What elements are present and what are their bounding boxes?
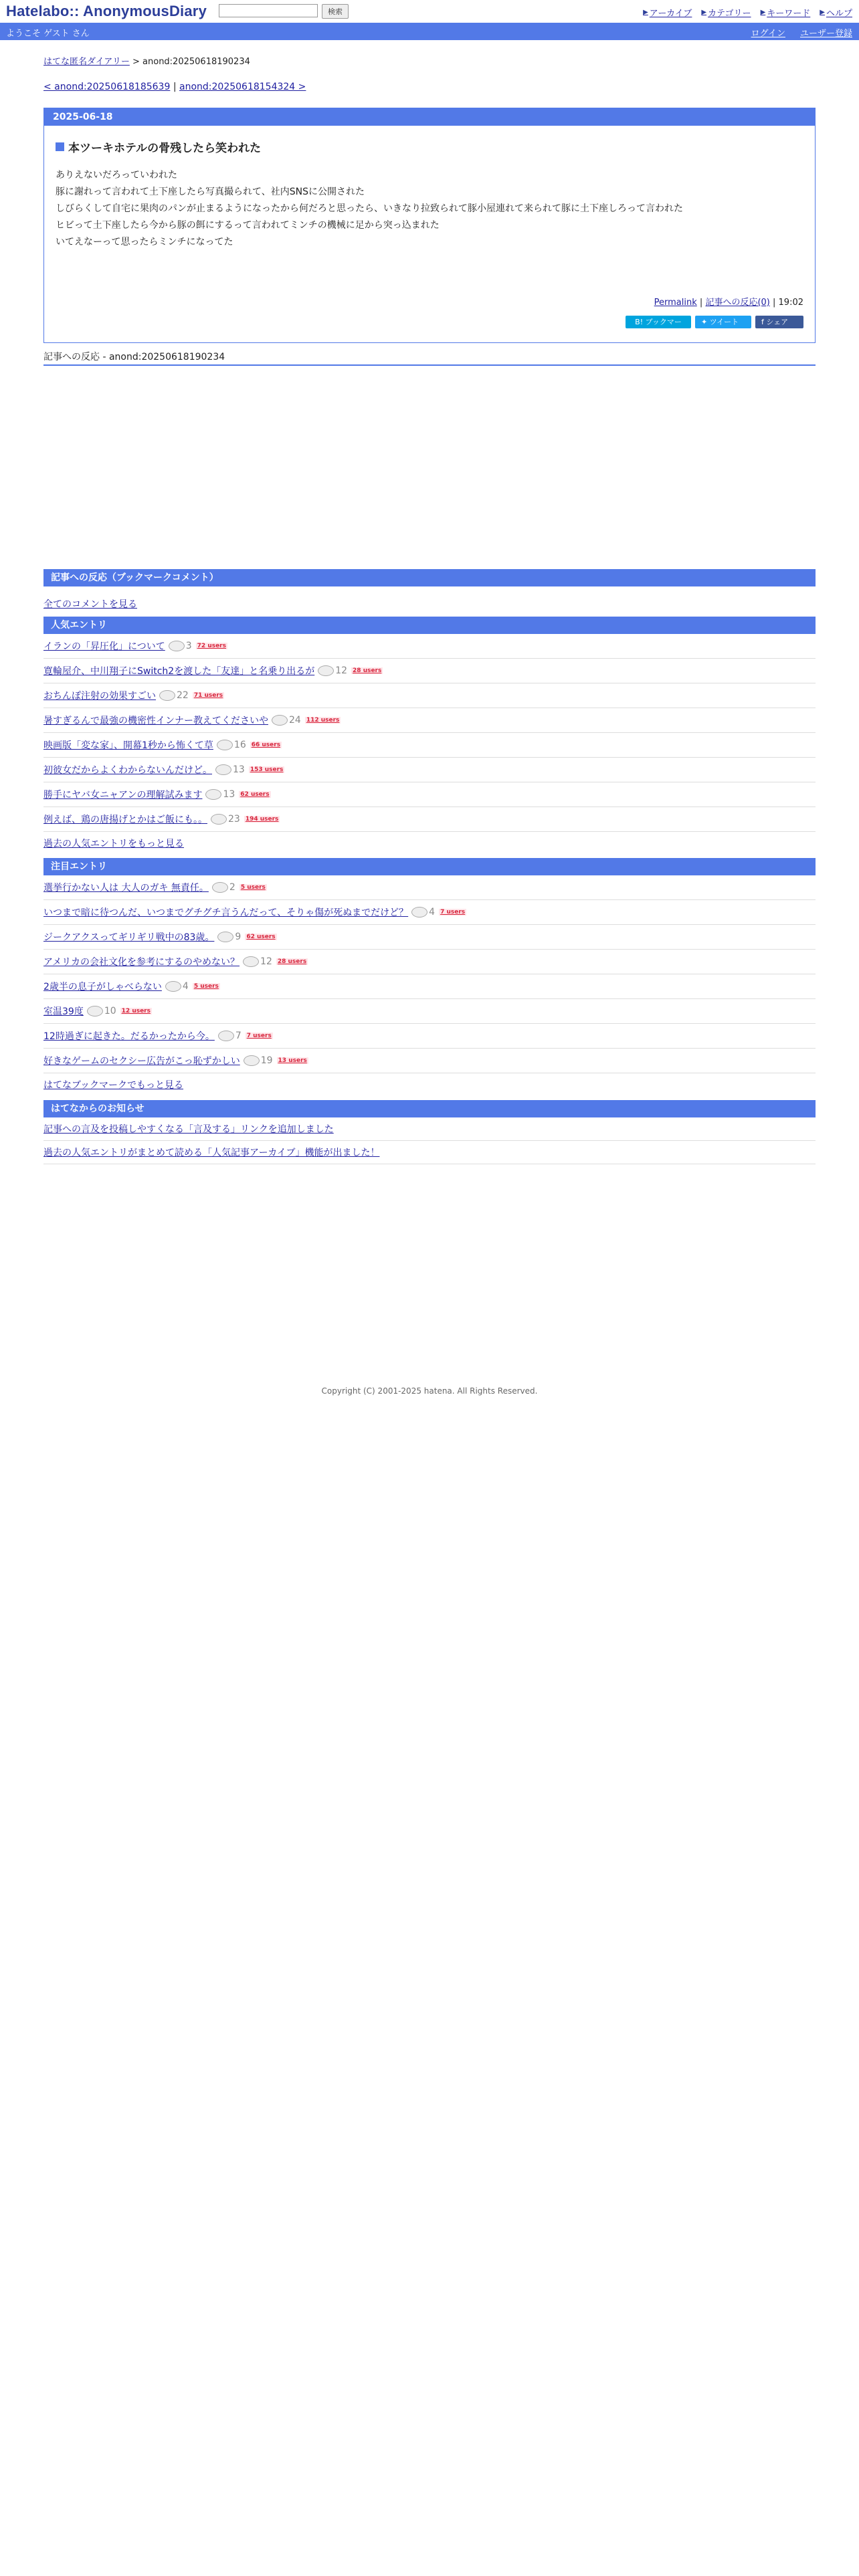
reaction-heading: 記事への反応 - anond:20250618190234 (43, 350, 816, 366)
search-input[interactable] (219, 4, 318, 17)
comment-bubble-icon (159, 690, 175, 701)
comment-count (318, 665, 347, 676)
comment-count (272, 715, 301, 726)
entry-row (43, 950, 816, 974)
meta-separator: | (773, 298, 776, 308)
comment-bubble-icon (212, 882, 228, 893)
prev-entry-link[interactable]: < anond:20250618185639 (43, 82, 171, 92)
comment-number: 22 (177, 690, 189, 701)
notable-header: 注目エントリ (43, 858, 816, 875)
entry-row (43, 634, 816, 659)
comment-bubble-icon (205, 789, 221, 800)
bird-icon: ✦ (701, 318, 710, 326)
meta-separator: | (699, 298, 703, 308)
entry-row (43, 708, 816, 733)
more-entries (43, 1073, 816, 1096)
bookmark-users-badge[interactable]: 153 users (250, 766, 284, 773)
bookmark-users-badge[interactable]: 12 users (121, 1008, 151, 1014)
bookmark-users-badge[interactable]: 71 users (193, 692, 223, 699)
entry-link[interactable]: ジークアクスってギリギリ戦中の83歳。 (43, 932, 215, 943)
more-entries (43, 832, 816, 855)
article-title-text: 本ツーキホテルの骨残したら笑われた (68, 142, 262, 155)
facebook-share-button[interactable] (755, 316, 803, 328)
footer-copyright: Copyright (C) 2001-2025 hatena. All Rights Reserved. (321, 1386, 538, 1396)
comment-bubble-icon (243, 956, 259, 967)
bookmark-users-badge[interactable]: 62 users (246, 934, 276, 940)
permalink[interactable]: Permalink (654, 298, 697, 308)
bookmark-users-badge[interactable]: 13 users (278, 1057, 307, 1064)
comment-number: 23 (228, 814, 240, 825)
entry-link[interactable]: イランの「昇圧化」について (43, 641, 165, 652)
nav-help[interactable] (820, 6, 852, 19)
bookmark-users-badge[interactable]: 28 users (353, 667, 382, 674)
article-line: いてえなーって思ったらミンチになってた (56, 237, 233, 247)
comment-count (215, 764, 245, 775)
entry-pager (43, 82, 306, 92)
tweet-button[interactable] (695, 316, 751, 328)
article (43, 108, 816, 343)
entry-row (43, 1024, 816, 1049)
comment-bubble-icon (218, 1031, 234, 1041)
entry-link[interactable]: 2歳半の息子がしゃべらない (43, 982, 162, 992)
post-time: 19:02 (778, 298, 803, 308)
nav-help-label: ヘルプ (826, 9, 852, 19)
comment-number: 13 (233, 764, 245, 775)
entry-link[interactable]: 好きなゲームのセクシー広告がこっ恥ずかしい (43, 1056, 240, 1067)
welcome-text: ようこそ ゲスト さん (6, 29, 90, 39)
entry-link[interactable]: いつまで暗に待つんだ、いつまでグチグチ言うんだって、そりゃ傷が死ぬまでだけど？ (43, 907, 409, 918)
comment-number: 4 (429, 907, 436, 918)
user-nav (751, 26, 852, 39)
entry-link[interactable]: 12時過ぎに起きた。だるかったから今。 (43, 1031, 215, 1042)
comment-count (244, 1055, 273, 1066)
comment-count (212, 882, 235, 893)
entry-link[interactable]: 室温39度 (43, 1006, 84, 1017)
square-bullet-icon (56, 142, 64, 151)
register-link[interactable]: ユーザー登録 (799, 29, 852, 39)
comment-bubble-icon (87, 1006, 103, 1016)
share-buttons (626, 316, 803, 339)
breadcrumb (43, 54, 250, 67)
comment-bubble-icon (217, 740, 233, 750)
top-bar (0, 0, 859, 23)
entry-link[interactable]: 初彼女だからよくわからないんだけど。 (43, 765, 212, 776)
comment-number: 12 (260, 956, 272, 967)
nav-archive[interactable] (643, 6, 692, 19)
comment-number: 10 (104, 1006, 116, 1016)
triangle-right-icon: ▶ (760, 9, 766, 16)
popular-header: 人気エントリ (43, 617, 816, 634)
entry-link[interactable]: 暑すぎるんで最強の機密性インナー教えてくださいや (43, 716, 268, 726)
comment-count (205, 789, 235, 800)
entry-row (43, 974, 816, 999)
comment-number: 13 (223, 789, 235, 800)
comment-bubble-icon (165, 981, 181, 992)
share-label: シェア (766, 318, 789, 326)
bookmark-users-badge[interactable]: 62 users (240, 791, 270, 798)
nav-keyword[interactable] (761, 6, 811, 19)
more-entries-link[interactable]: 過去の人気エントリをもっと見る (43, 839, 184, 849)
bookmark-users-badge[interactable]: 5 users (193, 983, 219, 990)
entry-row (43, 733, 816, 758)
comment-bubble-icon (411, 907, 427, 918)
user-bar (0, 23, 859, 40)
comment-count (87, 1006, 116, 1016)
article-meta (654, 295, 803, 308)
comment-bubble-icon (211, 814, 227, 825)
notice-row (43, 1141, 816, 1164)
comment-bubble-icon (215, 764, 231, 775)
notice-link[interactable]: 過去の人気エントリがまとめて読める「人気記事アーカイブ」機能が出ました！ (43, 1148, 380, 1158)
bookmark-users-badge[interactable]: 66 users (251, 742, 281, 748)
comment-bubble-icon (272, 715, 288, 726)
bookmark-comments-header: 記事への反応（ブックマークコメント） (43, 569, 816, 586)
entry-row (43, 875, 816, 900)
bookmark-users-badge[interactable]: 28 users (277, 958, 307, 965)
comment-count (211, 814, 240, 825)
triangle-right-icon: ▶ (820, 9, 825, 16)
article-line: 豚に謝れって言われて土下座したら写真撮られて、社内SNSに公開された (56, 187, 365, 197)
comment-number: 19 (260, 1055, 273, 1066)
comment-count (217, 740, 246, 750)
all-comments-link[interactable]: 全てのコメントを見る (43, 599, 137, 610)
entry-link[interactable]: 寛輪屋介、中川翔子にSwitch2を渡した「友達」と名乗り出るが (43, 666, 315, 677)
comment-number: 3 (185, 641, 192, 651)
notices-header: はてなからのお知らせ (43, 1100, 816, 1117)
comment-bubble-icon (169, 641, 185, 651)
entry-row (43, 807, 816, 832)
article-line: しびらくして自宅に果肉のパンが止まるようになったから何だろと思ったら、いきなり拉致られて豚小屋連れて来られて豚に土下座しろって言われた (56, 203, 683, 214)
comment-number: 9 (235, 932, 242, 942)
entry-row (43, 1049, 816, 1073)
entry-row (43, 683, 816, 708)
entry-row (43, 925, 816, 950)
notice-row (43, 1117, 816, 1141)
bookmark-users-badge[interactable]: 5 users (240, 884, 266, 891)
facebook-icon: f (761, 318, 767, 326)
notices-list (43, 1117, 816, 1164)
comment-number: 24 (289, 715, 301, 726)
nav-archive-label: アーカイブ (649, 9, 692, 19)
more-entries-link[interactable]: はてなブックマークでもっと見る (43, 1080, 184, 1091)
article-title[interactable] (56, 138, 261, 155)
entry-link[interactable]: 勝手にヤバ女ニャアンの理解試みます (43, 790, 203, 800)
bookmark-users-badge[interactable]: 7 users (246, 1033, 272, 1039)
bookmark-users-badge[interactable]: 7 users (440, 909, 466, 916)
search-button[interactable]: 検索 (322, 4, 349, 19)
next-entry-link[interactable]: anond:20250618154324 > (179, 82, 306, 92)
entry-link[interactable]: 例えば、鶏の唐揚げとかはご飯にも。。 (43, 815, 207, 825)
bookmark-users-badge[interactable]: 194 users (245, 816, 279, 823)
article-line: ありえないだろっていわれた (56, 170, 177, 181)
comment-count (169, 641, 192, 651)
nav-category[interactable] (701, 6, 751, 19)
comment-bubble-icon (217, 932, 233, 942)
site-logo[interactable]: Hatelabo:: AnonymousDiary (6, 3, 207, 19)
article-date: 2025-06-18 (44, 108, 815, 126)
reactions-link[interactable]: 記事への反応(0) (705, 298, 770, 308)
comment-count (165, 981, 189, 992)
comment-bubble-icon (244, 1055, 260, 1066)
entry-link[interactable]: 選挙行かない人は 大人のガキ 無責任。 (43, 883, 209, 893)
comment-number: 12 (335, 665, 348, 676)
nav-keyword-label: キーワード (767, 9, 811, 19)
comment-number: 2 (229, 882, 235, 893)
comment-number: 4 (182, 981, 189, 992)
pager-separator: | (173, 82, 177, 92)
entry-link[interactable]: 映画版「変な家」、開幕1秒から怖くて草 (43, 740, 213, 751)
breadcrumb-separator: > (132, 57, 140, 67)
hatena-bookmark-button[interactable]: B! ブックマーク 0 (626, 316, 691, 328)
breadcrumb-home[interactable]: はてな匿名ダイアリー (43, 57, 130, 67)
triangle-right-icon: ▶ (701, 9, 707, 16)
entry-row (43, 659, 816, 683)
comment-bubble-icon (318, 665, 334, 676)
notable-list (43, 875, 816, 1096)
entry-link[interactable]: おちんぽ注射の効果すごい (43, 691, 156, 702)
comment-number: 16 (233, 740, 246, 750)
nav-category-label: カテゴリー (708, 9, 751, 19)
popular-list (43, 634, 816, 855)
bookmark-users-badge[interactable]: 72 users (197, 643, 226, 649)
entry-row (43, 999, 816, 1024)
bookmark-users-badge[interactable]: 112 users (306, 717, 340, 724)
entry-row (43, 900, 816, 925)
triangle-right-icon: ▶ (643, 9, 648, 16)
article-body (56, 167, 683, 251)
entry-row (43, 758, 816, 782)
notice-link[interactable]: 記事への言及を投稿しやすくなる「言及する」リンクを追加しました (43, 1124, 334, 1135)
entry-row (43, 782, 816, 807)
comment-count (159, 690, 189, 701)
login-link[interactable]: ログイン (751, 29, 785, 39)
comment-count (243, 956, 272, 967)
comment-count (218, 1031, 242, 1041)
tweet-label: ツイート (709, 318, 739, 326)
article-line: ヒビって土下座したら今から豚の餌にするって言われてミンチの機械に足から突っ込まれた (56, 220, 440, 231)
entry-link[interactable]: アメリカの会社文化を参考にするのやめない？ (43, 957, 240, 968)
comment-count (411, 907, 435, 918)
breadcrumb-current: anond:20250618190234 (142, 57, 250, 67)
comment-number: 7 (235, 1031, 242, 1041)
top-nav (643, 6, 852, 19)
comment-count (217, 932, 241, 942)
